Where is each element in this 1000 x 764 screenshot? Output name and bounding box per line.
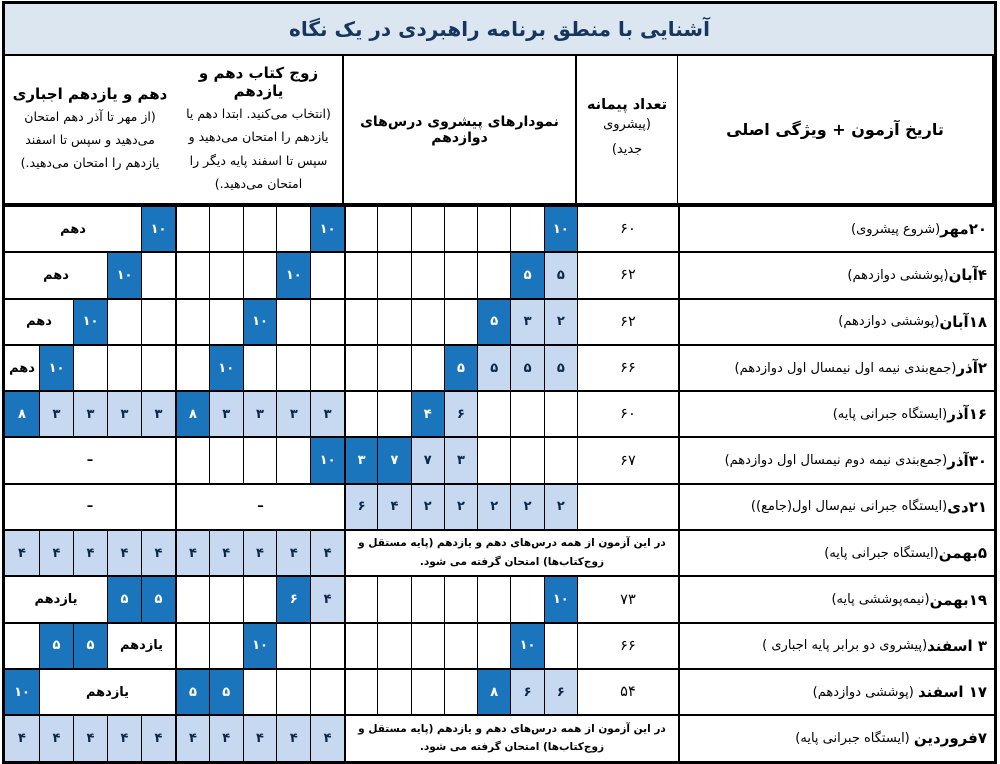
grid-cell: ۵ — [107, 575, 141, 621]
strategic-program-table — [2, 1, 997, 764]
grid-cell: ۴ — [39, 714, 73, 760]
grid-cell: ۴ — [276, 529, 310, 575]
module-count-cell: ۶۷ — [577, 436, 678, 482]
grid-cell: ۱۰ — [39, 344, 73, 390]
grid-cell: ۴ — [310, 714, 344, 760]
test-date: ۱۸آبان — [939, 312, 987, 331]
grid-cell: ۱۰ — [544, 575, 577, 621]
grid-cell: ۱۰ — [544, 205, 577, 251]
grid-cell: ۳ — [344, 436, 377, 482]
grid-cell: ۲ — [544, 298, 577, 344]
test-date-label — [678, 390, 994, 436]
test-date-label — [678, 529, 994, 575]
grid-cell: ۳ — [243, 390, 277, 436]
grid-cell-empty — [444, 622, 477, 668]
test-date: ۱۶آذر — [947, 405, 987, 424]
grid-cell: ۳ — [141, 390, 175, 436]
grid-cell: ۳ — [510, 298, 543, 344]
module-count-cell: ۷۳ — [577, 575, 678, 621]
grid-cell: ۳ — [310, 390, 344, 436]
grid-cell: ۵ — [477, 298, 510, 344]
module-count-cell: ۶۰ — [577, 205, 678, 251]
grid-cell: یازدهم — [107, 622, 175, 668]
grid-cell: ۴ — [243, 714, 277, 760]
grid-cell-empty — [310, 298, 344, 344]
grid-cell: ۱۰ — [141, 205, 175, 251]
grid-cell: ۴ — [175, 714, 209, 760]
grid-cell-empty — [209, 205, 243, 251]
grid-cell: ۲ — [444, 483, 477, 529]
grid-cell: ۳ — [73, 390, 107, 436]
grid-cell-empty — [310, 622, 344, 668]
grid-cell: ۴ — [141, 529, 175, 575]
test-date-label — [678, 668, 994, 714]
grid-cell: ۴ — [73, 714, 107, 760]
test-feature: (ایستگاه جبرانی نیم‌سال اول(جامع)) — [750, 499, 948, 515]
grid-cell-empty — [175, 436, 209, 482]
grid-cell-empty — [444, 251, 477, 297]
grid-cell-empty — [344, 251, 377, 297]
grid-cell: ۴ — [276, 714, 310, 760]
test-date: ۱۹بهمن — [929, 590, 987, 609]
grid-cell-empty — [344, 344, 377, 390]
grid-cell: ۷ — [411, 436, 444, 482]
grid-cell-empty — [444, 575, 477, 621]
grid-cell-empty — [444, 298, 477, 344]
grid-cell: ۳ — [276, 390, 310, 436]
grid-cell-empty — [276, 622, 310, 668]
grid-cell-empty — [243, 251, 277, 297]
grid-cell: ۸ — [477, 668, 510, 714]
test-feature: (پوششی دوازدهم) — [838, 314, 940, 330]
grid-cell: ۴ — [39, 529, 73, 575]
grid-cell-empty — [477, 390, 510, 436]
grid-cell-empty — [377, 205, 410, 251]
grid-cell-empty — [477, 205, 510, 251]
grid-cell: ۱۰ — [510, 622, 543, 668]
test-feature: (پوششی دوازدهم) — [812, 684, 918, 700]
grid-cell: ۱۰ — [5, 668, 39, 714]
grid-cell: ۸ — [5, 390, 39, 436]
module-count-cell: ۶۶ — [577, 344, 678, 390]
test-feature: (پیشروی دو برابر پایه اجباری ) — [762, 638, 928, 654]
grid-cell-empty — [377, 390, 410, 436]
grid-cell-empty — [276, 436, 310, 482]
grid-cell: ۱۰ — [73, 298, 107, 344]
module-count-cell: ۶۶ — [577, 622, 678, 668]
grid-cell-empty — [477, 436, 510, 482]
grid-cell: ۱۰ — [276, 251, 310, 297]
test-date: ۷فروردین — [913, 729, 987, 748]
test-date: ۳ اسفند — [927, 636, 987, 655]
test-date: ۴آبان — [948, 266, 987, 285]
grid-cell-empty — [5, 622, 39, 668]
grid-cell-empty — [243, 436, 277, 482]
grid-cell-empty — [510, 575, 543, 621]
table-body — [5, 205, 994, 761]
grid-cell: دهم — [5, 205, 141, 251]
grid-cell: ۴ — [310, 575, 344, 621]
grid-cell-empty — [477, 622, 510, 668]
grid-cell: ۳ — [107, 390, 141, 436]
table-title: آشنایی با منطق برنامه راهبردی در یک نگاه — [5, 4, 994, 56]
test-feature: (نیمه‌پوششی پایه) — [831, 592, 930, 608]
grid-cell: ۱۰ — [310, 436, 344, 482]
grid-cell: ۵ — [544, 251, 577, 297]
grid-cell-empty — [411, 298, 444, 344]
grid-cell: ۲ — [477, 483, 510, 529]
grid-cell-empty — [310, 251, 344, 297]
grid-cell-empty — [310, 668, 344, 714]
module-count-cell — [577, 483, 678, 529]
grid-cell: – — [175, 483, 344, 529]
exam-note-cell: در این آزمون از همه درس‌های دهم و یازدهم (پایه مستقل و زوج‌کتاب‌ها) امتحان گرفته می شود. — [344, 529, 678, 575]
grid-cell-empty — [510, 390, 543, 436]
header-pair-books — [175, 56, 344, 203]
grid-cell: ۵ — [477, 344, 510, 390]
grid-cell: دهم — [5, 298, 73, 344]
module-count-cell: ۵۴ — [577, 668, 678, 714]
header-progress-charts: نمودارهای پیشروی درس‌های دوازدهم — [344, 56, 577, 203]
grid-cell: ۷ — [377, 436, 410, 482]
grid-cell: دهم — [5, 344, 39, 390]
grid-cell: ۴ — [377, 483, 410, 529]
grid-cell: ۳ — [39, 390, 73, 436]
grid-cell-empty — [276, 344, 310, 390]
grid-cell: ۵ — [544, 344, 577, 390]
test-feature: (ایستگاه جبرانی پایه) — [824, 545, 939, 561]
header-pair-desc: (انتخاب می‌کنید. ابتدا دهم یا یازدهم را امتحان می‌دهید و سپس تا اسفند پایه دیگر را امتحان می‌دهید.) — [186, 106, 331, 191]
grid-cell: یازدهم — [5, 575, 107, 621]
grid-cell: ۱۰ — [243, 298, 277, 344]
grid-cell-empty — [510, 205, 543, 251]
grid-cell-empty — [209, 251, 243, 297]
module-count-cell: ۶۲ — [577, 298, 678, 344]
grid-cell: ۵ — [209, 668, 243, 714]
grid-cell: ۳ — [444, 436, 477, 482]
test-date-label — [678, 344, 994, 390]
grid-cell: ۸ — [175, 390, 209, 436]
grid-cell-empty — [344, 575, 377, 621]
grid-cell: ۱۰ — [243, 622, 277, 668]
grid-cell: ۶ — [444, 390, 477, 436]
header-test-date: تاریخ آزمون + ویژگی اصلی — [678, 56, 994, 203]
grid-cell-empty — [477, 575, 510, 621]
exam-note-cell: در این آزمون از همه درس‌های دهم و یازدهم (پایه مستقل و زوج‌کتاب‌ها) امتحان گرفته می شود. — [344, 714, 678, 760]
grid-cell: ۵ — [141, 575, 175, 621]
grid-cell-empty — [377, 344, 410, 390]
grid-cell: یازدهم — [39, 668, 175, 714]
test-date: ۲آذر — [956, 359, 987, 378]
grid-cell-empty — [444, 668, 477, 714]
header-row — [5, 56, 994, 205]
grid-cell-empty — [310, 344, 344, 390]
grid-cell: ۴ — [243, 529, 277, 575]
grid-cell: ۲ — [544, 483, 577, 529]
grid-cell: ۴ — [175, 529, 209, 575]
grid-cell: ۳ — [209, 390, 243, 436]
grid-cell: ۴ — [107, 529, 141, 575]
grid-cell-empty — [544, 622, 577, 668]
grid-cell-empty — [175, 205, 209, 251]
header-count-title: تعداد پیمانه — [586, 96, 668, 113]
module-count-cell: ۶۰ — [577, 390, 678, 436]
grid-cell: ۴ — [5, 529, 39, 575]
grid-cell-empty — [141, 344, 175, 390]
grid-cell-empty — [276, 205, 310, 251]
grid-cell: ۶ — [344, 483, 377, 529]
header-count-sub2: جدید) — [611, 141, 643, 157]
grid-cell-empty — [243, 205, 277, 251]
grid-cell: ۴ — [209, 529, 243, 575]
module-count-cell: ۶۲ — [577, 251, 678, 297]
grid-cell-empty — [377, 251, 410, 297]
header-module-count — [577, 56, 678, 203]
grid-cell-empty — [276, 668, 310, 714]
header-mandatory-title: دهم و یازدهم اجباری — [12, 84, 168, 103]
grid-cell-empty — [377, 298, 410, 344]
test-date-label — [678, 205, 994, 251]
test-date-label — [678, 436, 994, 482]
grid-cell: ۲ — [411, 483, 444, 529]
grid-cell-empty — [344, 390, 377, 436]
header-mandatory-desc: (از مهر تا آذر دهم امتحان می‌دهید و سپس تا اسفند یازدهم را امتحان می‌دهید.) — [20, 108, 160, 171]
grid-cell-empty — [411, 668, 444, 714]
grid-cell-empty — [209, 436, 243, 482]
grid-cell-empty — [377, 668, 410, 714]
grid-cell: ۴ — [209, 714, 243, 760]
grid-cell: ۶ — [544, 668, 577, 714]
grid-cell-empty — [107, 344, 141, 390]
test-date-label — [678, 622, 994, 668]
test-feature: (جمع‌بندی نیمه دوم نیمسال اول دوازدهم) — [724, 453, 948, 469]
grid-cell: ۴ — [310, 529, 344, 575]
test-date: ۲۰مهر — [940, 220, 987, 239]
grid-cell: دهم — [5, 251, 107, 297]
test-date: ۳۰آذر — [947, 451, 987, 470]
grid-cell-empty — [344, 622, 377, 668]
grid-cell-empty — [276, 298, 310, 344]
grid-cell-empty — [377, 622, 410, 668]
grid-cell-empty — [411, 251, 444, 297]
test-feature: (ایستگاه جبرانی پایه) — [832, 406, 948, 422]
grid-cell: ۵ — [444, 344, 477, 390]
grid-cell-empty — [344, 668, 377, 714]
grid-cell-empty — [175, 344, 209, 390]
grid-cell: ۵ — [510, 344, 543, 390]
grid-cell-empty — [107, 298, 141, 344]
grid-cell: ۵ — [39, 622, 73, 668]
grid-cell: ۶ — [510, 668, 543, 714]
test-feature: (شروع پیشروی) — [851, 221, 941, 237]
grid-cell-empty — [141, 251, 175, 297]
grid-cell: ۵ — [73, 622, 107, 668]
test-date-label — [678, 575, 994, 621]
grid-cell: ۵ — [175, 668, 209, 714]
header-pair-title: زوج کتاب دهم و یازدهم — [198, 64, 319, 101]
grid-cell-empty — [444, 205, 477, 251]
test-feature: (پوششی دوازدهم) — [847, 267, 949, 283]
grid-cell-empty — [377, 575, 410, 621]
grid-cell-empty — [175, 251, 209, 297]
grid-cell-empty — [209, 298, 243, 344]
grid-cell-empty — [411, 205, 444, 251]
grid-cell-empty — [141, 298, 175, 344]
grid-cell-empty — [175, 622, 209, 668]
grid-cell-empty — [411, 344, 444, 390]
grid-cell-empty — [209, 622, 243, 668]
grid-cell: ۴ — [411, 390, 444, 436]
grid-cell: ۴ — [141, 714, 175, 760]
grid-cell-empty — [477, 251, 510, 297]
grid-cell: ۱۰ — [209, 344, 243, 390]
grid-cell-empty — [544, 390, 577, 436]
grid-cell: ۵ — [510, 251, 543, 297]
test-date-label — [678, 714, 994, 760]
grid-cell-empty — [411, 575, 444, 621]
grid-cell-empty — [510, 436, 543, 482]
grid-cell: ۴ — [107, 714, 141, 760]
grid-cell: ۱۰ — [107, 251, 141, 297]
test-date-label — [678, 251, 994, 297]
test-feature: (جمع‌بندی نیمه اول نیمسال اول دوازدهم) — [734, 360, 957, 376]
grid-cell-empty — [544, 436, 577, 482]
grid-cell-empty — [243, 344, 277, 390]
grid-cell-empty — [344, 205, 377, 251]
grid-cell: ۲ — [510, 483, 543, 529]
test-feature: (ایستگاه جبرانی پایه) — [795, 730, 914, 746]
header-mandatory-10-11 — [5, 56, 175, 203]
header-count-sub1: (پیشروی — [603, 116, 651, 132]
grid-cell-empty — [209, 575, 243, 621]
test-date: ۲۱دی — [947, 497, 987, 516]
grid-cell-empty — [73, 344, 107, 390]
test-date-label — [678, 483, 994, 529]
grid-cell-empty — [344, 298, 377, 344]
grid-cell-empty — [175, 575, 209, 621]
grid-cell: – — [5, 483, 175, 529]
test-date: ۵بهمن — [938, 544, 987, 563]
grid-cell-empty — [175, 298, 209, 344]
test-date: ۱۷ اسفند — [917, 683, 987, 702]
grid-cell-empty — [243, 575, 277, 621]
grid-cell: ۴ — [5, 714, 39, 760]
grid-cell: – — [5, 436, 175, 482]
test-date-label — [678, 298, 994, 344]
grid-cell-empty — [411, 622, 444, 668]
grid-cell: ۱۰ — [310, 205, 344, 251]
grid-cell: ۴ — [73, 529, 107, 575]
grid-cell: ۶ — [276, 575, 310, 621]
grid-cell-empty — [243, 668, 277, 714]
